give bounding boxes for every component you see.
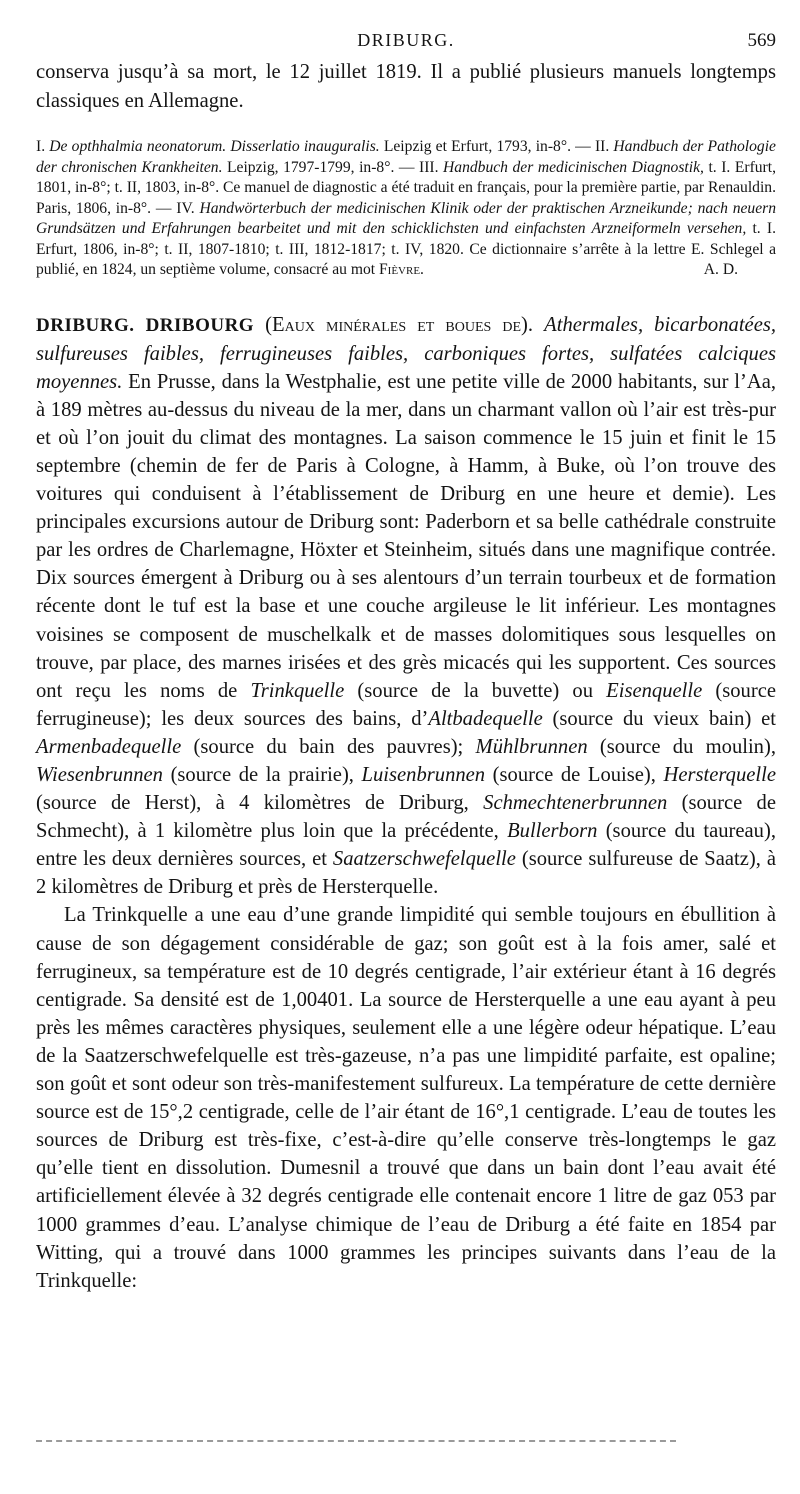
bibliography (36, 137, 776, 281)
entry-qualities: Athermales, bicarbonatées, sulfureuses faibles, ferrugineuses faibles, carboniques fortes, sulfatées calciques moyennes. (36, 313, 776, 393)
entry-variant: DRIBOURG (145, 314, 255, 336)
entry-driburg (36, 311, 776, 1295)
entry-subtitle: (Eaux minérales et boues de). (254, 313, 545, 336)
biblio-title: De opthhalmia neonatorum. Disserlatio inauguralis. (49, 138, 380, 155)
intro-paragraph: conserva jusqu’à sa mort, le 12 juillet 1819. Il a publié plusieurs manuels longtemps classiques en Allemagne. (36, 61, 776, 112)
biblio-text: t. I. Erfurt, 1801, in-8°; t. II, 1803, in-8°. Ce manuel de diagnostic a été traduit en français, pour la première partie, par Renauldin. Paris, 1806, in-8°. — IV. (36, 158, 776, 217)
entry-text: (source de la prairie), (162, 764, 362, 786)
entry-text: En Prusse, dans la Westphalie, est une petite ville de 2000 habitants, sur l’Aa, à 189 mètres au-dessus du niveau de la mer, dans un charmant vallon où l’air est très-pur et où l’on jouit du climat des montagnes. La saison commence le 15 juin et finit le 15 septembre (chemin de fer de Paris à Cologne, à Hamm, à Buke, où l’on trouve des voitures qui conduisent à l’établissement de Driburg en une heure et demie). Les principales excursions autour de Driburg sont: Paderborn et sa belle cathédrale construite par les ordres de Charlemagne, Höxter et Steinheim, situés dans une magnifique contrée. Dix sources émergent à Driburg ou à ses alentours d’un terrain tourbeux et de formation récente dont le tuf est la base et une couche argileuse le lit inférieur. Les montagnes voisines se composent de muschelkalk et de masses dolomitiques sous lesquelles on trouve, par place, des marnes irisées et des grès micacés qui les supportent. Ces sources ont reçu les noms de (36, 370, 776, 702)
biblio-title: Handbuch der medicinischen Diagnostik, (443, 158, 704, 176)
page-number: 569 (747, 30, 776, 51)
source-name: Trinkquelle (250, 679, 345, 702)
biblio-text: I. (36, 138, 50, 155)
entry-text: (source de Louise), (485, 764, 664, 786)
source-name: Bullerborn (507, 820, 598, 843)
entry-text: (source ferrugineuse); les deux sources des bains, d’ (36, 679, 776, 730)
entry-text: (source du moulin), (587, 735, 776, 758)
source-name: Schmechtenerbrunnen (483, 792, 668, 815)
entry-paragraph (36, 311, 776, 902)
biblio-text: t. I. Erfurt, 1806, in-8°; t. II, 1807-1810; t. III, 1812-1817; t. IV, 1820. Ce dictionnaire s’arrête à la lettre E. Schlegel a publié, en 1824, un septième volume, consacré au mot (36, 220, 777, 278)
biblio-word: Fièvre (378, 261, 421, 278)
biblio-text: Leipzig, 1797-1799, in-8°. — III. (222, 158, 444, 176)
biblio-text: Leipzig et Erfurt, 1793, in-8°. — II. (379, 138, 614, 155)
entry-text: (source du vieux bain) et (542, 707, 776, 730)
source-name: Eisenquelle (606, 679, 703, 702)
biblio-title: Handwörterbuch der medicinischen Klinik oder der praktischen Arzneikunde; nach neuern Grundsätzen und Erfahrungen bearbeitet und mit den schicklichsten und einfachsten Arzneiformeln versehen, (36, 199, 776, 237)
source-name: Luisenbrunnen (361, 764, 486, 786)
source-name: Altbadequelle (428, 707, 543, 730)
source-name: Armenbadequelle (36, 735, 182, 758)
entry-text: (source de Herst), à 4 kilomètres de Driburg, (36, 792, 484, 815)
source-name: Hersterquelle (663, 764, 776, 786)
running-title: DRIBURG. (357, 30, 455, 50)
page-footer-rule (36, 1440, 676, 1442)
biblio-text: . (420, 261, 424, 278)
entry-text: (source de Schmecht), à 1 kilomètre plus loin que la précédente, (36, 792, 776, 843)
running-head (36, 14, 776, 58)
entry-paragraph-2: La Trinkquelle a une eau d’une grande limpidité qui semble toujours en ébullition à cause de son dégagement considérable de gaz; son goût est à la fois amer, salé et ferrugineux, sa température est de 10 degrés centigrade, l’air extérieur étant à 16 degrés centigrade. Sa densité est de 1,00401. La source de Hersterquelle a une eau ayant à peu près les mêmes caractères physiques, seulement elle a une légère odeur hépatique. L’eau de la Saatzerschwefelquelle est très-gazeuse, n’a pas une limpidité parfaite, est opaline; son goût et sont odeur son très-manifestement sulfureux. La température de cette dernière source est de 15°,2 centigrade, celle de l’air étant de 16°,1 centigrade. L’eau de toutes les sources de Driburg est très-fixe, c’est-à-dire qu’elle conserve très-longtemps le gaz qu’elle tient en dissolution. Dumesnil a trouvé que dans un bain dont l’eau avait été artificiellement élevée à 32 degrés centigrade elle contenait encore 1 litre de gaz 053 par 1000 grammes d’eau. L’analyse chimique de l’eau de Driburg a été faite en 1854 par Witting, qui a trouvé dans 1000 grammes les principes suivants dans l’eau de la Trinkquelle: (36, 904, 776, 1292)
source-name: Saatzerschwefelquelle (332, 848, 516, 871)
entry-text: (source de la buvette) ou (344, 679, 607, 702)
entry-text: (source sulfureuse de Saatz), à 2 kilomètres de Driburg et près de Hersterquelle. (36, 848, 776, 899)
entry-text: (source du taureau), entre les deux dernières sources, et (36, 820, 776, 871)
page (36, 14, 776, 1295)
author-signature: A. D. (703, 261, 738, 278)
entry-headword: DRIBURG. (36, 314, 135, 336)
source-name: Wiesenbrunnen (36, 764, 163, 786)
biblio-title: Handbuch der Pathologie der chronischen Krankheiten. (36, 138, 776, 176)
source-name: Mühlbrunnen (475, 735, 588, 758)
entry-text: (source du bain des pauvres); (181, 735, 476, 758)
